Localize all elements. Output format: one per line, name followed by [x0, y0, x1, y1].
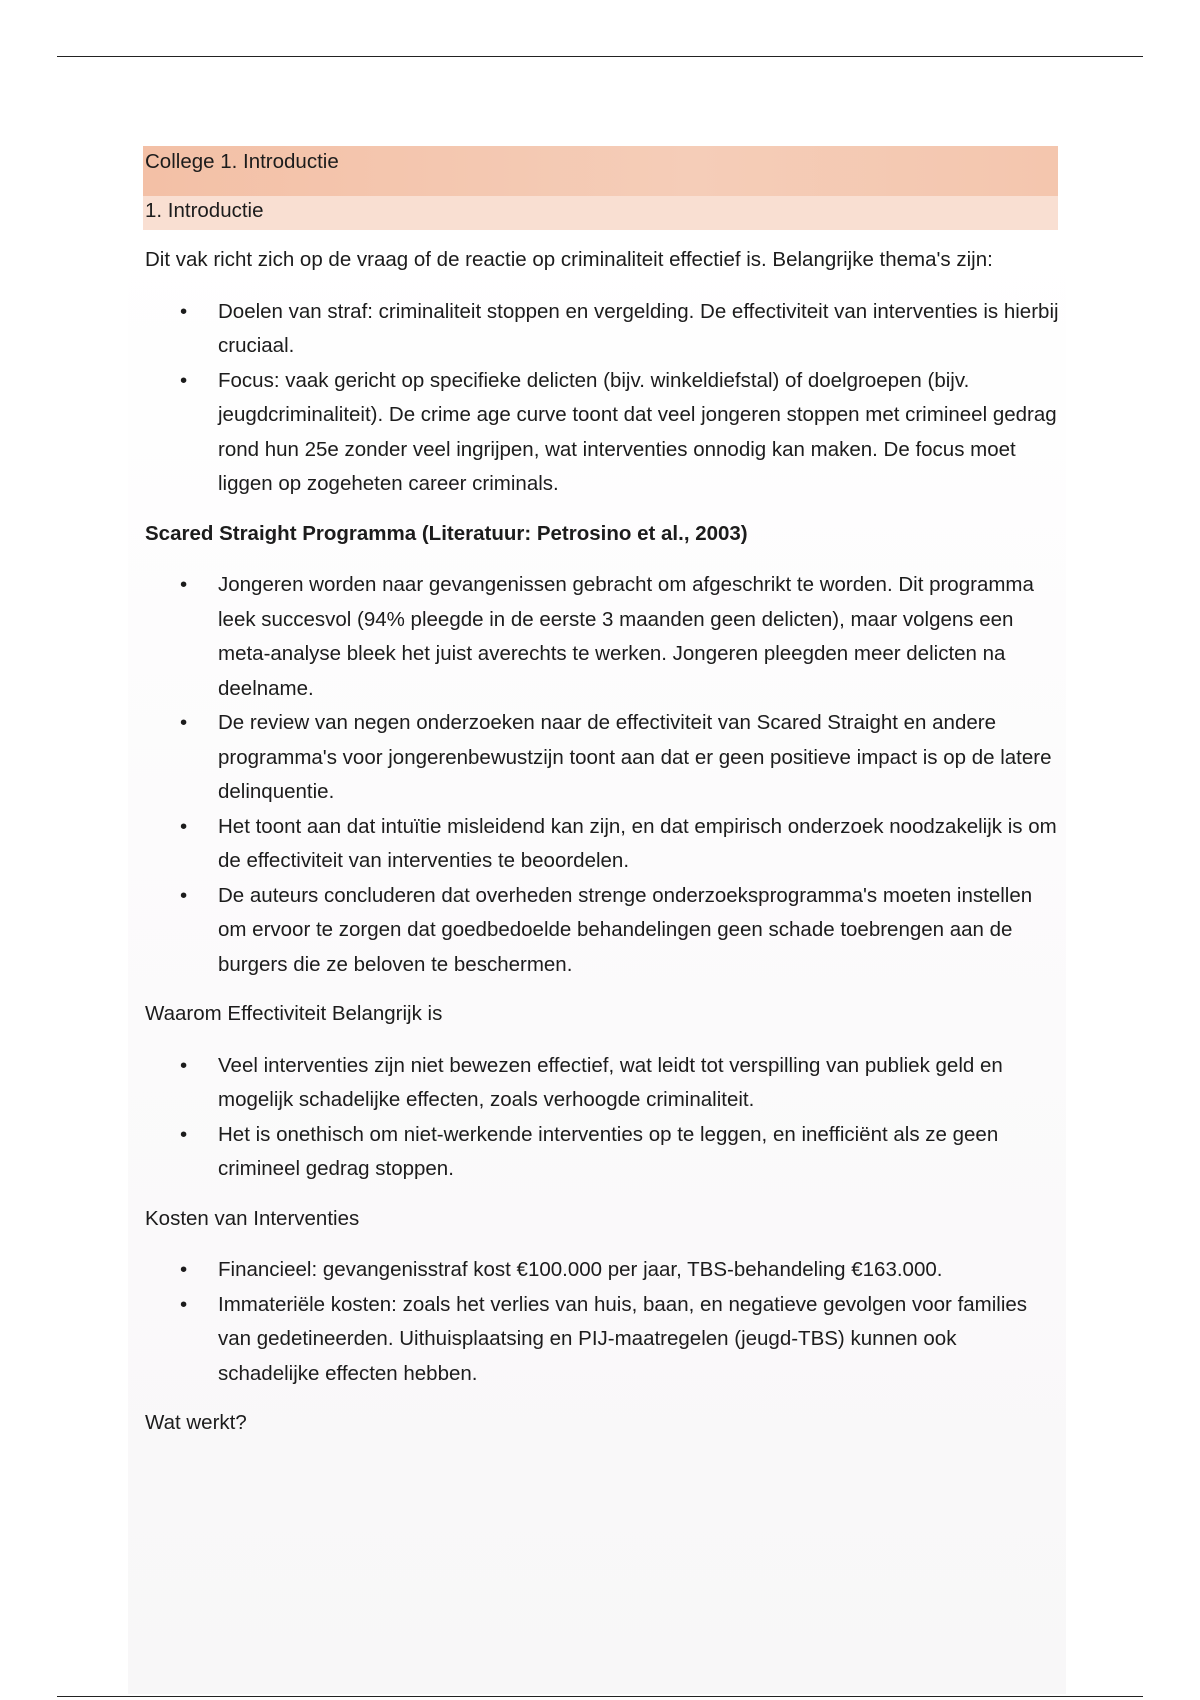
list-item: • De review van negen onderzoeken naar de effectiviteit van Scared Straight en andere programma's voor jongerenbewustzijn toont aan dat er geen positieve impact is op de latere delinquentie.	[145, 706, 1060, 810]
why-effectiveness-list	[145, 1049, 1060, 1187]
intro-paragraph: Dit vak richt zich op de vraag of de reactie op criminaliteit effectief is. Belangrijke thema's zijn:	[145, 248, 993, 271]
bullet-icon: •	[180, 1122, 188, 1146]
themes-list	[145, 295, 1060, 502]
list-item: • Jongeren worden naar gevangenissen gebracht om afgeschrikt te worden. Dit programma leek succesvol (94% pleegde in de eerste 3 maanden geen delicten), maar volgens een meta-analyse bleek het juist averechts te werken. Jongeren pleegden meer delicten na deelname.	[145, 568, 1060, 706]
list-item: • De auteurs concluderen dat overheden strenge onderzoeksprogramma's moeten instellen om ervoor te zorgen dat goedbedoelde behandelingen geen schade toebrengen aan de burgers die ze beloven te beschermen.	[145, 879, 1060, 983]
list-item: • Financieel: gevangenisstraf kost €100.000 per jaar, TBS-behandeling €163.000.	[145, 1253, 1060, 1288]
list-item: • Het is onethisch om niet-werkende interventies op te leggen, en inefficiënt als ze geen crimineel gedrag stoppen.	[145, 1118, 1060, 1187]
bullet-icon: •	[180, 368, 188, 392]
section-title: 1. Introductie	[143, 196, 1058, 230]
bullet-icon: •	[180, 883, 188, 907]
costs-heading: Kosten van Interventies	[145, 1206, 360, 1230]
list-item: • Veel interventies zijn niet bewezen effectief, wat leidt tot verspilling van publiek geld en mogelijk schadelijke effecten, zoals verhoogde criminaliteit.	[145, 1049, 1060, 1118]
list-item: • Immateriële kosten: zoals het verlies van huis, baan, en negatieve gevolgen voor families van gedetineerden. Uithuisplaatsing en PIJ-maatregelen (jeugd-TBS) kunnen ook schadelijke effecten hebben.	[145, 1288, 1060, 1392]
why-effectiveness-heading: Waarom Effectiviteit Belangrijk is	[145, 1002, 443, 1025]
list-item: • Doelen van straf: criminaliteit stoppen en vergelding. De effectiviteit van interventies is hierbij cruciaal.	[145, 295, 1060, 364]
bottom-rule	[57, 1696, 1143, 1697]
list-item: • Het toont aan dat intuïtie misleidend kan zijn, en dat empirisch onderzoek noodzakelijk is om de effectiviteit van interventies te beoordelen.	[145, 810, 1060, 879]
bullet-icon: •	[180, 814, 188, 838]
bullet-icon: •	[180, 1053, 188, 1077]
scared-straight-list	[145, 568, 1060, 982]
costs-list	[145, 1253, 1060, 1391]
bullet-icon: •	[180, 711, 188, 734]
document-title: College 1. Introductie	[143, 146, 1058, 196]
bullet-icon: •	[180, 299, 188, 323]
bullet-icon: •	[180, 1258, 188, 1281]
what-works-heading: Wat werkt?	[145, 1411, 247, 1434]
top-rule	[57, 56, 1143, 57]
document-body	[145, 146, 1060, 1441]
bullet-icon: •	[180, 573, 188, 596]
scared-straight-heading: Scared Straight Programma (Literatuur: Petrosino et al., 2003)	[145, 521, 748, 545]
list-item: • Focus: vaak gericht op specifieke delicten (bijv. winkeldiefstal) of doelgroepen (bijv. jeugdcriminaliteit). De crime age curve toont dat veel jongeren stoppen met crimineel gedrag rond hun 25e zonder veel ingrijpen, wat interventies onnodig kan maken. De focus moet liggen op zogeheten career criminals.	[145, 364, 1060, 502]
bullet-icon: •	[180, 1292, 188, 1316]
